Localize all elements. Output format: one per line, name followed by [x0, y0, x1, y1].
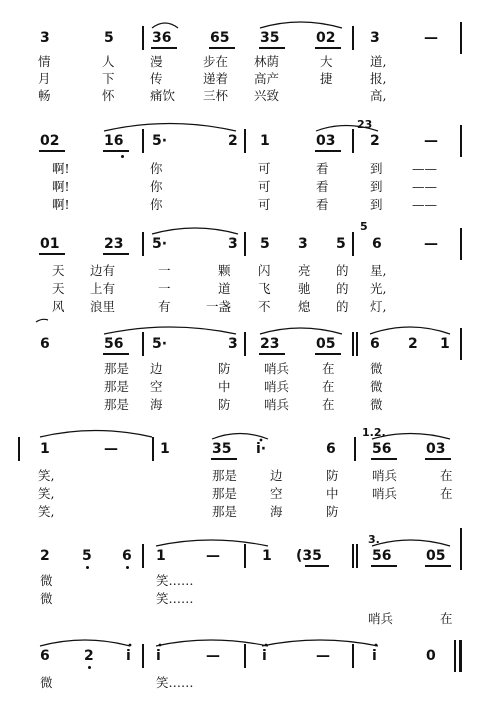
lyric: 灯, — [370, 299, 387, 314]
note: i — [126, 648, 131, 664]
slur — [372, 540, 450, 546]
octave-dot — [375, 644, 378, 647]
note: 1 — [260, 133, 270, 149]
note: 5 — [104, 30, 114, 46]
note: 1 — [156, 548, 166, 564]
tie — [156, 640, 268, 646]
lyric: 微 — [370, 397, 383, 412]
note: i· — [256, 441, 267, 457]
note: 5 — [336, 236, 346, 252]
lyric: —— — [412, 179, 437, 194]
lyric: 哨兵 — [264, 397, 290, 412]
lyric: 哨兵 — [264, 361, 290, 376]
lyric: 看 — [316, 179, 329, 194]
note: 6 — [40, 648, 50, 664]
lyric: 笑…… — [156, 573, 194, 588]
lyric: 到 — [370, 179, 383, 194]
lyric: 你 — [150, 179, 163, 194]
lyric: 有 — [158, 299, 171, 314]
note: 56 — [104, 336, 124, 352]
note: 2 — [40, 548, 50, 564]
note: 1 — [40, 441, 50, 457]
note: 65 — [210, 30, 230, 46]
lyric: 天 — [52, 263, 65, 278]
volta-marker: 3. — [368, 533, 380, 546]
slur — [152, 228, 238, 234]
note: 1 — [262, 548, 272, 564]
lyric: 道 — [218, 281, 231, 296]
lyric: 笑, — [38, 486, 55, 501]
lyric: —— — [412, 197, 437, 212]
lyric: 递着 — [203, 71, 229, 86]
slur — [152, 23, 178, 28]
lyric: 光, — [370, 281, 387, 296]
note: 6 — [372, 236, 382, 252]
lyric: 上有 — [90, 281, 116, 296]
note: 3 — [298, 236, 308, 252]
lyric: 你 — [150, 197, 163, 212]
lyric: 那是 — [212, 504, 238, 519]
note: 3 — [228, 336, 238, 352]
lyric: 的 — [336, 263, 349, 278]
lyric: 边 — [150, 361, 163, 376]
lyric: 步在 — [203, 54, 229, 69]
octave-dot — [260, 439, 263, 442]
lyric: 那是 — [104, 379, 130, 394]
note: 03 — [316, 133, 336, 149]
lyric: 在 — [322, 397, 335, 412]
note: 5 — [82, 548, 92, 564]
note: 5 — [260, 236, 270, 252]
lyric: 一 — [158, 263, 171, 278]
note: 16 — [104, 133, 124, 149]
note: 6 — [370, 336, 380, 352]
lyric: 笑, — [38, 468, 55, 483]
lyric: 飞 — [258, 281, 271, 296]
lyric: 痛饮 — [150, 88, 176, 103]
lyric: 传 — [150, 71, 163, 86]
lyric: 天 — [52, 281, 65, 296]
lyric: 边 — [270, 468, 283, 483]
note: 02 — [40, 133, 60, 149]
note: 1 — [440, 336, 450, 352]
lyric: 闪 — [258, 263, 271, 278]
lyric: 空 — [270, 486, 283, 501]
lyric: 三杯 — [203, 88, 229, 103]
lyric: 情 — [38, 54, 51, 69]
note-dash: — — [206, 548, 220, 564]
lyric: 啊! — [52, 179, 70, 194]
lyric: 一盏 — [206, 299, 232, 314]
lyric: 看 — [316, 197, 329, 212]
volta-marker: 1.2. — [362, 426, 386, 439]
note: 3 — [228, 236, 238, 252]
lyric: 微 — [40, 591, 53, 606]
note-dash: — — [104, 441, 118, 457]
lyric: 高产 — [254, 71, 280, 86]
note: 6 — [40, 336, 50, 352]
note: 1 — [160, 441, 170, 457]
lyric: 不 — [258, 299, 271, 314]
note: 56 — [372, 548, 392, 564]
note: 36 — [152, 30, 172, 46]
slur — [260, 22, 342, 28]
lyric: 漫 — [150, 54, 163, 69]
lyric: 到 — [370, 161, 383, 176]
lyric: 那是 — [104, 361, 130, 376]
lyric: 亮 — [298, 263, 311, 278]
lyric: 星, — [370, 263, 387, 278]
lyric: 笑…… — [156, 591, 194, 606]
lyric: 熄 — [298, 299, 311, 314]
lyric: 那是 — [212, 468, 238, 483]
note: 2 — [228, 133, 238, 149]
octave-dot — [129, 644, 132, 647]
lyric: 哨兵 — [372, 486, 398, 501]
note: 3 — [370, 30, 380, 46]
lyric: 看 — [316, 161, 329, 176]
lyric: 防 — [218, 361, 231, 376]
note: 23 — [104, 236, 124, 252]
tie — [156, 540, 268, 546]
note: 2 — [84, 648, 94, 664]
slur — [40, 640, 130, 646]
lyric: 月 — [38, 71, 51, 86]
note-dash: — — [424, 30, 438, 46]
slur — [36, 319, 48, 322]
tie — [40, 431, 152, 438]
lyric: 怀 — [102, 88, 115, 103]
note: 05 — [316, 336, 336, 352]
lyric: 人 — [102, 54, 115, 69]
lyric: 中 — [218, 379, 231, 394]
note: 05 — [426, 548, 446, 564]
note: 35 — [212, 441, 232, 457]
note: 6 — [326, 441, 336, 457]
note-dash: — — [424, 133, 438, 149]
slur — [260, 328, 342, 334]
note: 03 — [426, 441, 446, 457]
note: 6 — [122, 548, 132, 564]
tie — [262, 640, 378, 646]
lyric: 可 — [258, 197, 271, 212]
lyric: 哨兵 — [368, 611, 394, 626]
lyric: 啊! — [52, 161, 70, 176]
lyric: 高, — [370, 88, 387, 103]
lyric: 的 — [336, 281, 349, 296]
lyric: 在 — [440, 611, 453, 626]
lyric: 防 — [218, 397, 231, 412]
lyric: 你 — [150, 161, 163, 176]
lyric: 哨兵 — [372, 468, 398, 483]
note-dash: — — [316, 648, 330, 664]
note: 56 — [372, 441, 392, 457]
lyric: 海 — [150, 397, 163, 412]
lyric: 微 — [370, 379, 383, 394]
lyric: 在 — [322, 361, 335, 376]
note: 5· — [152, 336, 168, 352]
note-dash: — — [206, 648, 220, 664]
grace-notes: 5 — [360, 220, 368, 233]
lyric: 道, — [370, 54, 387, 69]
lyric: 浪里 — [90, 299, 116, 314]
slur — [316, 126, 378, 132]
lyric: 捷 — [320, 71, 333, 86]
lyric: 那是 — [212, 486, 238, 501]
lyric: 笑, — [38, 504, 55, 519]
lyric: 在 — [440, 486, 453, 501]
lyric: 到 — [370, 197, 383, 212]
note: 35 — [260, 30, 280, 46]
note-paren: (35 — [296, 548, 322, 564]
lyric: 哨兵 — [264, 379, 290, 394]
note: 5· — [152, 133, 168, 149]
lyric: 笑…… — [156, 675, 194, 690]
lyric: 边有 — [90, 263, 116, 278]
slur — [212, 434, 268, 440]
lyric: 畅 — [38, 88, 51, 103]
note: 2 — [408, 336, 418, 352]
lyric: 防 — [326, 504, 339, 519]
lyric: 防 — [326, 468, 339, 483]
lyric: 兴致 — [254, 88, 280, 103]
lyric: 风 — [52, 299, 65, 314]
lyric: 下 — [102, 71, 115, 86]
lyric: 在 — [322, 379, 335, 394]
octave-dot — [159, 644, 162, 647]
lyric: 一 — [158, 281, 171, 296]
note: 02 — [316, 30, 336, 46]
note: i — [262, 648, 267, 664]
note: 0 — [426, 648, 436, 664]
note: 01 — [40, 236, 60, 252]
lyric: 中 — [326, 486, 339, 501]
note: 2 — [370, 133, 380, 149]
slur — [104, 124, 236, 132]
note: 3 — [40, 30, 50, 46]
note: i — [156, 648, 161, 664]
lyric: 空 — [150, 379, 163, 394]
lyric: 报, — [370, 71, 387, 86]
lyric: 微 — [40, 675, 53, 690]
lyric: —— — [412, 161, 437, 176]
lyric: 那是 — [104, 397, 130, 412]
grace-notes: 23 — [357, 118, 373, 131]
lyric: 在 — [440, 468, 453, 483]
note: 5· — [152, 236, 168, 252]
octave-dot — [265, 644, 268, 647]
lyric: 可 — [258, 161, 271, 176]
lyric: 驰 — [298, 281, 311, 296]
lyric: 颗 — [218, 263, 231, 278]
note: i — [372, 648, 377, 664]
slur — [104, 327, 236, 334]
note: 23 — [260, 336, 280, 352]
slur — [370, 327, 450, 334]
lyric: 的 — [336, 299, 349, 314]
lyric: 微 — [370, 361, 383, 376]
lyric: 微 — [40, 573, 53, 588]
lyric: 大 — [320, 54, 333, 69]
note-dash: — — [424, 236, 438, 252]
lyric: 可 — [258, 179, 271, 194]
lyric: 林荫 — [254, 54, 280, 69]
lyric: 啊! — [52, 197, 70, 212]
lyric: 海 — [270, 504, 283, 519]
slur — [372, 434, 450, 440]
